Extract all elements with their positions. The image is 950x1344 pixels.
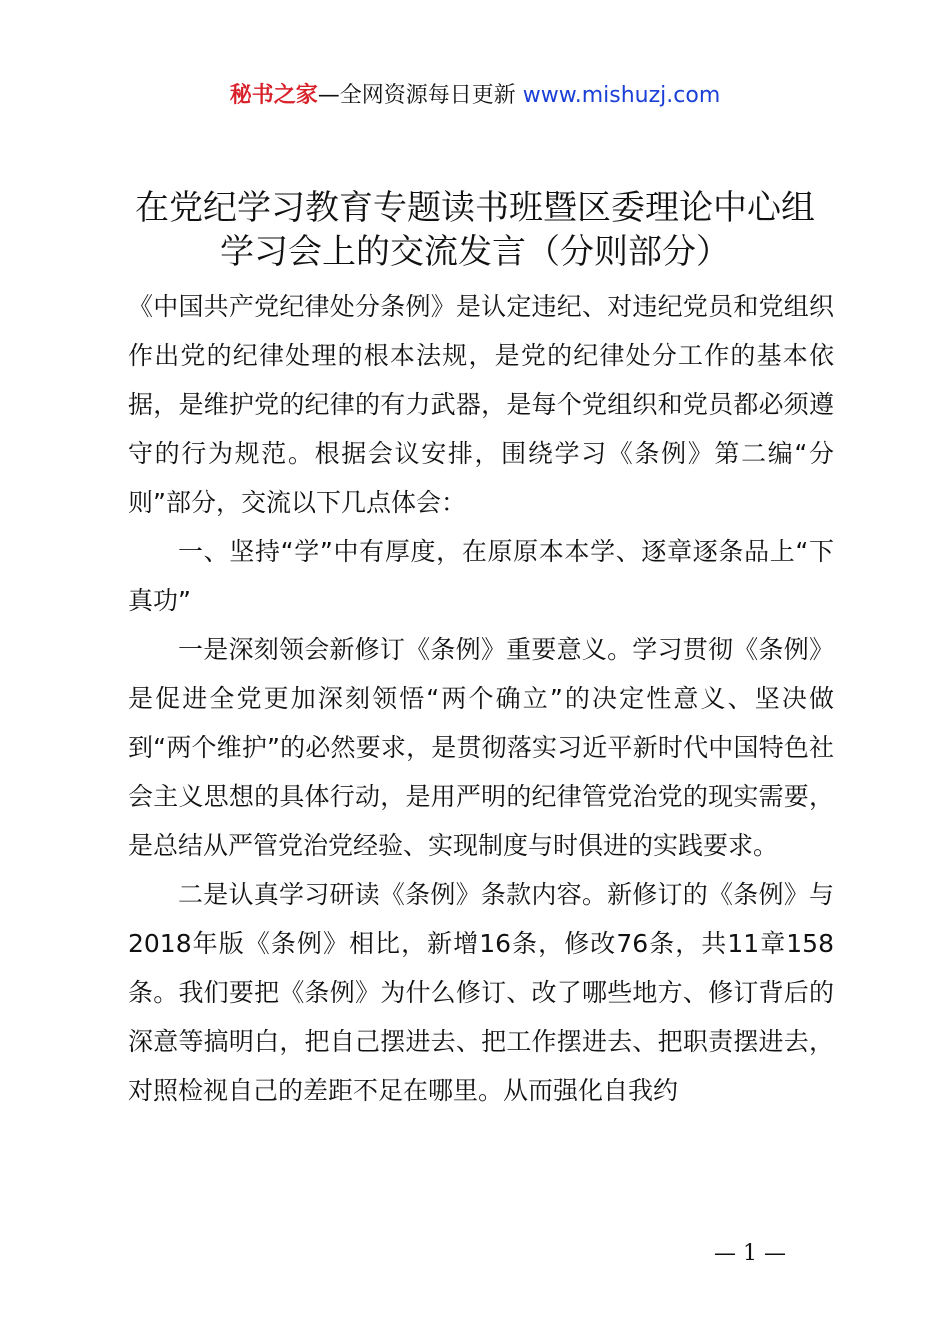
section-heading-1: 一、坚持“学”中有厚度，在原原本本学、逐章逐条品上“下真功” [128, 537, 834, 615]
site-header [0, 80, 950, 112]
title-line-2: 学习会上的交流发言（分则部分） [220, 232, 730, 272]
page-number: — 1 — [714, 1241, 786, 1266]
title-line-1: 在党纪学习教育专题读书班暨区委理论中心组 [135, 188, 815, 228]
brand-name: 秘书之家 [229, 83, 318, 108]
intro-paragraph: 《中国共产党纪律处分条例》是认定违纪、对违纪党员和党组织作出党的纪律处理的根本法规，是党的纪律处分工作的基本依据，是维护党的纪律的有力武器，是每个党组织和党员都必须遵守的行为规范。根据会议安排，围绕学习《条例》第二编“分则”部分，交流以下几点体会： [128, 292, 834, 517]
body-paragraph-2: 二是认真学习研读《条例》条款内容。新修订的《条例》与2018年版《条例》相比，新增16条，修改76条，共11章158条。我们要把《条例》为什么修订、改了哪些地方、修订背后的深意等搞明白，把自己摆进去、把工作摆进去、把职责摆进去，对照检视自己的差距不足在哪里。从而强化自我约 [128, 880, 834, 1105]
header-tagline: —全网资源每日更新 [317, 83, 516, 108]
document-body [128, 282, 834, 1115]
body-paragraph-1: 一是深刻领会新修订《条例》重要意义。学习贯彻《条例》是促进全党更加深刻领悟“两个确立”的决定性意义、坚决做到“两个维护”的必然要求，是贯彻落实习近平新时代中国特色社会主义思想的具体行动，是用严明的纪律管党治党的现实需要，是总结从严管党治党经验、实现制度与时俱进的实践要求。 [128, 635, 834, 860]
document-title [0, 186, 950, 274]
site-url-link[interactable]: www.mishuzj.com [522, 83, 721, 108]
